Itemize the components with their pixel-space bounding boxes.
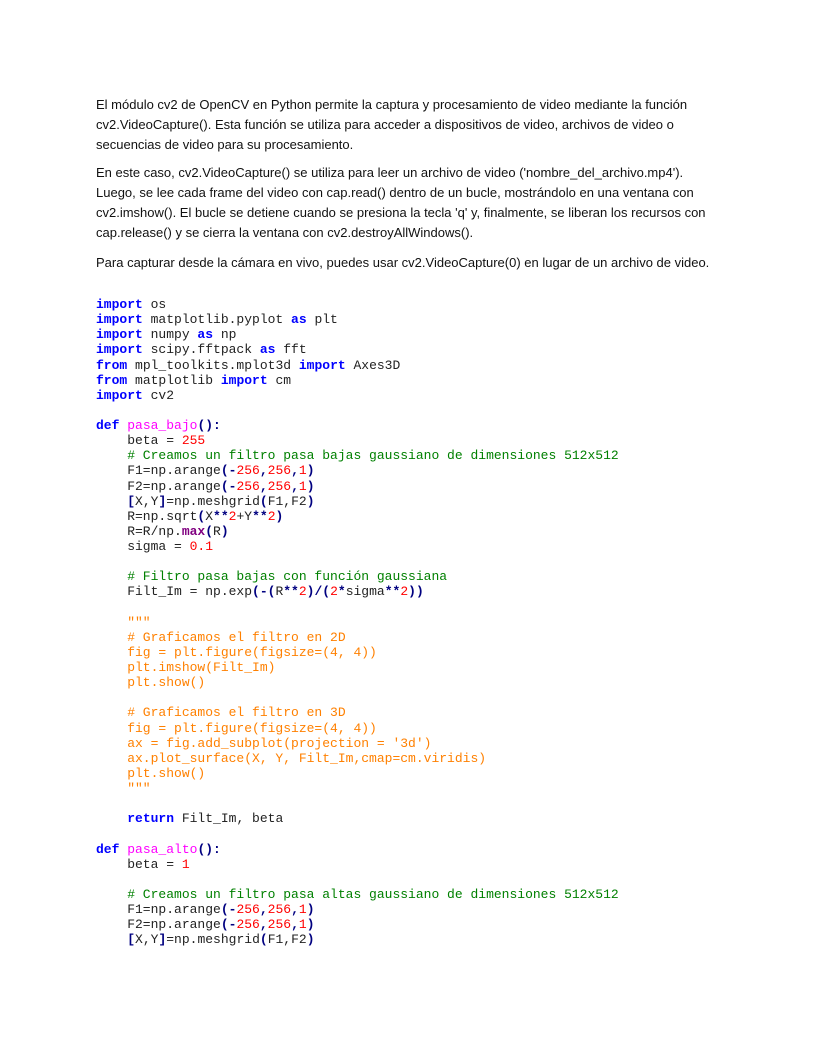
code-line bbox=[96, 660, 619, 675]
code-token: F1=np.arange bbox=[96, 902, 221, 917]
code-line bbox=[96, 796, 619, 811]
code-token: import bbox=[96, 312, 143, 328]
code-token: pasa_alto bbox=[127, 841, 198, 857]
code-line bbox=[96, 539, 619, 554]
code-line bbox=[96, 312, 619, 327]
code-token: R bbox=[275, 584, 284, 600]
code-token: matplotlib bbox=[127, 372, 221, 388]
code-token: ) bbox=[306, 902, 315, 917]
code-token: fig = plt.figure(figsize=(4, 4)) bbox=[96, 720, 377, 736]
code-token: plt.show() bbox=[96, 675, 206, 691]
code-token: (- bbox=[220, 902, 237, 917]
code-token: 256 bbox=[236, 463, 260, 479]
code-token: [ bbox=[127, 932, 136, 948]
code-token: , bbox=[291, 478, 299, 494]
code-token: , bbox=[259, 463, 268, 479]
code-token: os bbox=[142, 297, 167, 312]
code-token: , bbox=[259, 902, 268, 917]
code-token: X bbox=[205, 508, 214, 524]
code-token: F1=np.arange bbox=[96, 463, 221, 479]
code-token: * bbox=[337, 584, 346, 600]
code-token: np bbox=[213, 327, 237, 343]
code-line bbox=[96, 297, 619, 312]
text-line: secuencias de video para su procesamiento. bbox=[96, 137, 354, 152]
code-token: 0.1 bbox=[189, 539, 214, 554]
code-token: as bbox=[197, 327, 214, 343]
code-line bbox=[96, 615, 619, 630]
code-token: , bbox=[291, 463, 299, 479]
text-line: Luego, se lee cada frame del video con cap.read() dentro de un bucle, mostrándolo en una ventana con bbox=[96, 185, 694, 200]
code-token: (): bbox=[197, 841, 221, 857]
code-token: plt bbox=[306, 312, 338, 328]
code-token: ** bbox=[283, 584, 299, 600]
code-line bbox=[96, 811, 619, 826]
code-token: R=R/np. bbox=[96, 523, 182, 539]
code-token: Filt_Im = np.exp bbox=[96, 584, 253, 600]
code-token: pasa_bajo bbox=[127, 418, 198, 433]
code-token: 256 bbox=[267, 478, 292, 494]
code-token: ] bbox=[158, 493, 167, 509]
code-line bbox=[96, 932, 619, 947]
code-token: Filt_Im, beta bbox=[174, 811, 284, 827]
paragraph-camera-note bbox=[96, 253, 709, 273]
code-line bbox=[96, 690, 619, 705]
code-token: # Graficamos el filtro en 3D bbox=[96, 705, 346, 721]
code-token: ** bbox=[252, 508, 268, 524]
code-token: 2 bbox=[267, 508, 276, 524]
code-token: 1 bbox=[298, 917, 307, 933]
code-token: plt.imshow(Filt_Im) bbox=[96, 660, 276, 675]
code-line bbox=[96, 569, 619, 584]
code-line bbox=[96, 705, 619, 720]
code-token: 1 bbox=[298, 478, 307, 494]
code-token: 1 bbox=[298, 902, 307, 917]
code-line bbox=[96, 524, 619, 539]
code-token bbox=[96, 932, 127, 947]
code-line bbox=[96, 327, 619, 342]
code-token: ** bbox=[384, 584, 401, 600]
code-line bbox=[96, 554, 619, 569]
code-token: beta = bbox=[96, 433, 182, 449]
code-token: 2 bbox=[298, 584, 307, 600]
code-line bbox=[96, 403, 619, 418]
code-token: =np.meshgrid bbox=[166, 493, 260, 509]
code-token: ) bbox=[306, 463, 315, 479]
code-token: ( bbox=[205, 523, 214, 539]
code-line bbox=[96, 479, 619, 494]
code-line bbox=[96, 494, 619, 509]
code-token: import bbox=[220, 372, 268, 388]
text-line: El módulo cv2 de OpenCV en Python permite la captura y procesamiento de video mediante la función bbox=[96, 97, 688, 112]
code-token: , bbox=[291, 917, 299, 933]
code-token: R=np.sqrt bbox=[96, 508, 198, 524]
code-token: 256 bbox=[267, 463, 292, 479]
code-token: fig = plt.figure(figsize=(4, 4)) bbox=[96, 644, 377, 660]
code-line bbox=[96, 887, 619, 902]
code-token: Axes3D bbox=[345, 357, 401, 373]
code-token: # Creamos un filtro pasa bajas gaussiano de dimensiones 512x512 bbox=[96, 448, 619, 464]
code-line bbox=[96, 448, 619, 463]
code-token: import bbox=[298, 357, 346, 373]
code-token: 256 bbox=[267, 917, 292, 933]
code-line bbox=[96, 781, 619, 796]
code-token: fft bbox=[275, 342, 307, 358]
code-token: def bbox=[96, 841, 120, 857]
code-line bbox=[96, 433, 619, 448]
code-token: mpl_toolkits.mplot3d bbox=[127, 357, 299, 373]
code-token: , bbox=[259, 478, 268, 494]
paragraph-explanation bbox=[96, 163, 706, 243]
code-token: plt.show() bbox=[96, 765, 206, 781]
text-line: cap.release() y se cierra la ventana con cv2.destroyAllWindows(). bbox=[96, 225, 474, 240]
code-token: ** bbox=[213, 508, 229, 524]
code-line bbox=[96, 630, 619, 645]
code-token: R bbox=[213, 523, 221, 539]
code-token: (-( bbox=[252, 584, 276, 600]
code-token: 256 bbox=[236, 917, 260, 933]
code-token: import bbox=[96, 297, 143, 312]
code-line bbox=[96, 751, 619, 766]
paragraph-intro bbox=[96, 95, 687, 155]
code-token: ax.plot_surface(X, Y, Filt_Im,cmap=cm.viridis) bbox=[96, 750, 487, 766]
code-token: ( bbox=[259, 932, 268, 948]
text-line: cv2.VideoCapture(). Esta función se utiliza para acceder a dispositivos de video, archivos de video o bbox=[96, 117, 674, 132]
code-token: return bbox=[127, 811, 175, 827]
code-token: ) bbox=[306, 478, 315, 494]
code-token: ) bbox=[306, 493, 315, 509]
code-token: [ bbox=[127, 493, 136, 509]
code-line bbox=[96, 584, 619, 599]
code-token: 1 bbox=[181, 856, 190, 872]
code-token: beta = bbox=[96, 856, 182, 872]
code-token bbox=[96, 811, 127, 826]
code-token: import bbox=[96, 327, 143, 343]
code-token: scipy.fftpack bbox=[142, 342, 260, 358]
code-token: 2 bbox=[228, 508, 237, 524]
code-token: )) bbox=[408, 584, 424, 600]
code-token: sigma = bbox=[96, 539, 190, 554]
code-token: as bbox=[259, 342, 276, 358]
code-token: """ bbox=[96, 781, 151, 796]
code-token: 255 bbox=[181, 433, 206, 449]
code-token: F1,F2 bbox=[267, 932, 307, 948]
code-line bbox=[96, 463, 619, 478]
code-line bbox=[96, 418, 619, 433]
code-token: F2=np.arange bbox=[96, 478, 221, 494]
code-token: matplotlib.pyplot bbox=[142, 312, 292, 328]
code-token bbox=[96, 494, 127, 509]
code-token: # Filtro pasa bajas con función gaussiana bbox=[96, 569, 448, 585]
code-line bbox=[96, 358, 619, 373]
code-line bbox=[96, 373, 619, 388]
code-token: (): bbox=[197, 418, 221, 433]
code-token: , bbox=[291, 902, 299, 917]
code-token: ax = fig.add_subplot(projection = '3d') bbox=[96, 735, 432, 751]
code-token: import bbox=[96, 342, 143, 358]
code-token: # Creamos un filtro pasa altas gaussiano de dimensiones 512x512 bbox=[96, 886, 619, 902]
code-line bbox=[96, 842, 619, 857]
code-token: X,Y bbox=[135, 932, 159, 948]
code-token: ( bbox=[197, 508, 206, 524]
code-line bbox=[96, 826, 619, 841]
code-token: F1,F2 bbox=[267, 493, 307, 509]
code-token: , bbox=[259, 917, 268, 933]
code-line bbox=[96, 766, 619, 781]
code-token: )/( bbox=[306, 584, 331, 600]
code-token: 2 bbox=[330, 584, 338, 600]
code-token: ) bbox=[306, 932, 315, 948]
code-token: from bbox=[96, 372, 128, 388]
code-token: (- bbox=[220, 478, 237, 494]
code-token: 256 bbox=[267, 902, 292, 917]
code-block bbox=[96, 297, 619, 947]
code-token: 2 bbox=[400, 584, 409, 600]
code-line bbox=[96, 721, 619, 736]
code-token: +Y bbox=[236, 508, 253, 524]
code-line bbox=[96, 600, 619, 615]
code-token: import bbox=[96, 387, 143, 403]
code-token: max bbox=[181, 523, 206, 539]
code-line bbox=[96, 872, 619, 887]
code-token: cm bbox=[267, 372, 292, 388]
code-token: ( bbox=[259, 493, 268, 509]
code-line bbox=[96, 509, 619, 524]
code-token: 256 bbox=[236, 902, 260, 917]
code-line bbox=[96, 917, 619, 932]
code-token: (- bbox=[220, 917, 237, 933]
code-token: sigma bbox=[345, 584, 385, 600]
code-token: =np.meshgrid bbox=[166, 932, 260, 948]
code-token: from bbox=[96, 357, 128, 373]
code-token: 1 bbox=[298, 463, 307, 479]
code-token: ) bbox=[275, 508, 284, 524]
code-token: # Graficamos el filtro en 2D bbox=[96, 629, 346, 645]
code-token: F2=np.arange bbox=[96, 917, 221, 933]
code-token: as bbox=[291, 312, 307, 328]
code-line bbox=[96, 902, 619, 917]
code-token: ) bbox=[220, 523, 229, 539]
code-token: cv2 bbox=[142, 387, 175, 403]
code-line bbox=[96, 857, 619, 872]
text-line: Para capturar desde la cámara en vivo, puedes usar cv2.VideoCapture(0) en lugar de un archivo de video. bbox=[96, 255, 710, 270]
code-line bbox=[96, 675, 619, 690]
text-line: cv2.imshow(). El bucle se detiene cuando se presiona la tecla 'q' y, finalmente, se liberan los recursos con bbox=[96, 205, 706, 220]
code-token: X,Y bbox=[135, 493, 159, 509]
code-line bbox=[96, 388, 619, 403]
code-token: def bbox=[96, 418, 120, 433]
code-token: numpy bbox=[142, 327, 198, 343]
code-line bbox=[96, 736, 619, 751]
code-line bbox=[96, 342, 619, 357]
code-token: """ bbox=[96, 614, 151, 630]
code-token: ) bbox=[306, 917, 315, 933]
text-line: En este caso, cv2.VideoCapture() se utiliza para leer un archivo de video ('nombre_del_archivo.mp4'). bbox=[96, 165, 684, 180]
code-token: (- bbox=[220, 463, 237, 479]
code-token: ] bbox=[158, 932, 167, 948]
code-line bbox=[96, 645, 619, 660]
code-token: 256 bbox=[236, 478, 260, 494]
